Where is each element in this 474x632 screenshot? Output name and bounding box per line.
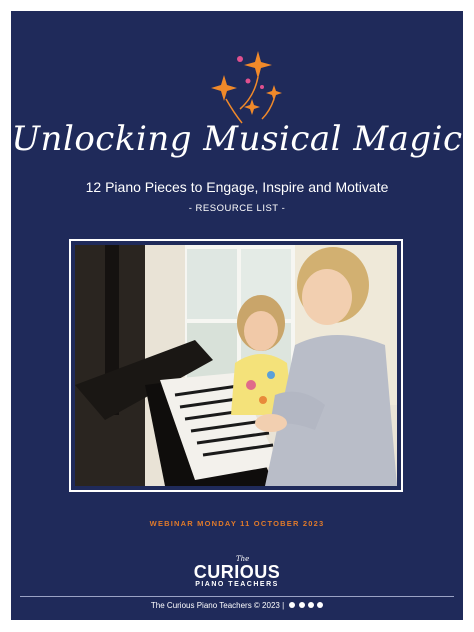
logo-main: CURIOUS [193, 562, 281, 582]
photo-frame [69, 239, 403, 492]
webinar-date: WEBINAR MONDAY 11 OCTOBER 2023 [149, 519, 325, 528]
cover-page [11, 11, 463, 620]
social-icons [288, 601, 323, 610]
resource-list-tag: - RESOURCE LIST - [188, 203, 286, 214]
piano-photo [75, 245, 397, 486]
cover-subtitle: 12 Piano Pieces to Engage, Inspire and Motivate [85, 179, 389, 195]
curious-piano-teachers-logo [11, 555, 463, 588]
footer-divider [20, 596, 454, 597]
email-icon[interactable] [317, 602, 323, 608]
footer [11, 601, 463, 610]
footer-copyright: The Curious Piano Teachers © 2023 | [150, 601, 285, 610]
logo-the: The [236, 555, 250, 563]
sparkles-icon [196, 47, 286, 129]
youtube-icon[interactable] [308, 602, 314, 608]
cover-title: Unlocking Musical Magic [11, 119, 463, 159]
instagram-icon[interactable] [299, 602, 305, 608]
logo-sub: PIANO TEACHERS [195, 581, 279, 588]
facebook-icon[interactable] [289, 602, 295, 608]
